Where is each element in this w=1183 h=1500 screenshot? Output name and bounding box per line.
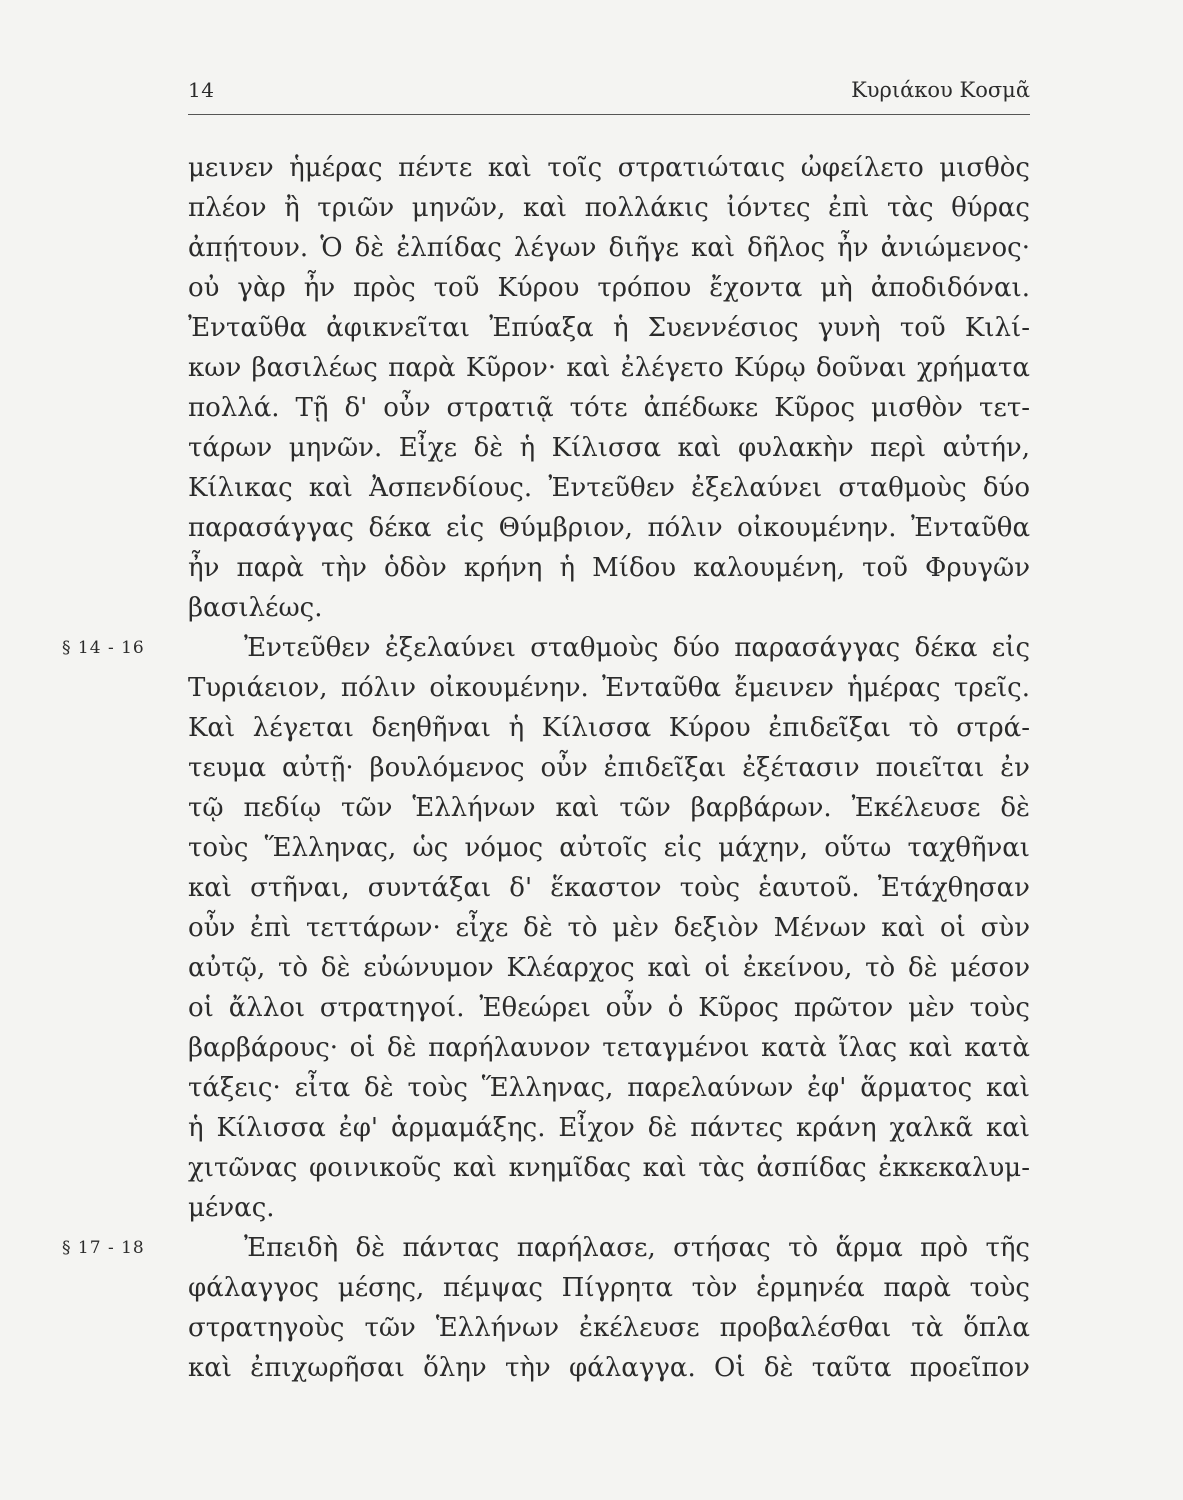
text-line [188,668,1030,708]
text-line-content: τῷ πεδίῳ τῶν Ἑλλήνων καὶ τῶν βαρβάρων. Ἐκέλευσε δὲ [188,793,1030,823]
text-line [188,1148,1030,1188]
text-line [62,1228,1030,1268]
text-line-content: καὶ στῆναι, συντάξαι δ' ἕκαστον τοὺς ἑαυτοῦ. Ἐτάχθησαν [188,873,1030,903]
text-line-content: μεινεν ἡμέρας πέντε καὶ τοῖς στρατιώταις ὠφείλετο μισθὸς [188,153,1030,183]
text-line [188,708,1030,748]
text-line-content: Ἐνταῦθα ἀφικνεῖται Ἐπύαξα ἡ Συεννέσιος γυνὴ τοῦ Κιλί- [188,313,1030,343]
text-line [188,508,1030,548]
text-line [188,148,1030,188]
text-line-content: οἱ ἄλλοι στρατηγοί. Ἐθεώρει οὖν ὁ Κῦρος πρῶτον μὲν τοὺς [188,993,1030,1023]
text-line [188,588,1030,628]
text-line [188,1108,1030,1148]
text-line [188,948,1030,988]
text-line [188,828,1030,868]
text-line [188,1268,1030,1308]
text-line-content: μένας. [188,1193,275,1223]
text-line [188,788,1030,828]
text-line-content: παρασάγγας δέκα εἰς Θύμβριον, πόλιν οἰκουμένην. Ἐνταῦθα [188,513,1030,543]
text-line-content: βασιλέως. [188,593,323,623]
running-head: Κυριάκου Κοσμᾶ [851,78,1030,102]
margin-section-ref: § 17 - 18 [62,1238,145,1258]
text-line-content: Τυριάειον, πόλιν οἰκουμένην. Ἐνταῦθα ἔμεινεν ἡμέρας τρεῖς. [188,673,1030,703]
text-line-content: οὖν ἐπὶ τεττάρων· εἶχε δὲ τὸ μὲν δεξιὸν Μένων καὶ οἱ σὺν [188,913,1030,943]
text-line [188,428,1030,468]
text-line [188,308,1030,348]
text-line-content: Ἐπειδὴ δὲ πάντας παρήλασε, στήσας τὸ ἅρμα πρὸ τῆς [244,1233,1030,1263]
text-line [188,348,1030,388]
text-line-content: Καὶ λέγεται δεηθῆναι ἡ Κίλισσα Κύρου ἐπιδεῖξαι τὸ στρά- [188,713,1030,743]
text-line-content: Κίλικας καὶ Ἀσπενδίους. Ἐντεῦθεν ἐξελαύνει σταθμοὺς δύο [188,473,1030,503]
text-line-content: ἦν παρὰ τὴν ὁδὸν κρήνη ἡ Μίδου καλουμένη, τοῦ Φρυγῶν [188,553,1030,583]
page-number: 14 [188,78,215,102]
text-line-content: τάρων μηνῶν. Εἶχε δὲ ἡ Κίλισσα καὶ φυλακὴν περὶ αὐτήν, [188,433,1030,463]
text-line [188,1188,1030,1228]
text-line [188,388,1030,428]
text-line [188,188,1030,228]
text-line [188,548,1030,588]
text-line-content: αὐτῷ, τὸ δὲ εὐώνυμον Κλέαρχος καὶ οἱ ἐκείνου, τὸ δὲ μέσον [188,953,1030,983]
text-line [188,748,1030,788]
text-line [188,908,1030,948]
header-rule [188,114,1030,115]
body-text [62,148,1030,1388]
text-line-content: φάλαγγος μέσης, πέμψας Πίγρητα τὸν ἑρμηνέα παρὰ τοὺς [188,1273,1030,1303]
text-line [188,1308,1030,1348]
text-line-content: στρατηγοὺς τῶν Ἑλλήνων ἐκέλευσε προβαλέσθαι τὰ ὅπλα [188,1313,1030,1343]
text-line [188,468,1030,508]
margin-section-ref: § 14 - 16 [62,638,145,658]
text-line [188,988,1030,1028]
text-line-content: πολλά. Τῇ δ' οὖν στρατιᾷ τότε ἀπέδωκε Κῦρος μισθὸν τετ- [188,393,1030,423]
text-line-content: τευμα αὐτῇ· βουλόμενος οὖν ἐπιδεῖξαι ἐξέτασιν ποιεῖται ἐν [188,753,1030,783]
text-line-content: οὐ γὰρ ἦν πρὸς τοῦ Κύρου τρόπου ἔχοντα μὴ ἀποδιδόναι. [188,273,1030,303]
page-header [188,78,1030,112]
text-line [188,1348,1030,1388]
text-line [188,228,1030,268]
text-line [188,268,1030,308]
text-line-content: τάξεις· εἶτα δὲ τοὺς Ἕλληνας, παρελαύνων ἐφ' ἅρματος καὶ [188,1073,1030,1103]
text-line-content: καὶ ἐπιχωρῆσαι ὅλην τὴν φάλαγγα. Οἱ δὲ ταῦτα προεῖπον [188,1353,1030,1383]
text-line [188,868,1030,908]
text-line-content: ἡ Κίλισσα ἐφ' ἁρμαμάξης. Εἶχον δὲ πάντες κράνη χαλκᾶ καὶ [188,1113,1030,1143]
text-line-content: ἀπῄτουν. Ὁ δὲ ἐλπίδας λέγων διῆγε καὶ δῆλος ἦν ἀνιώμενος· [188,233,1030,263]
text-line-content: τοὺς Ἕλληνας, ὡς νόμος αὐτοῖς εἰς μάχην, οὕτω ταχθῆναι [188,833,1030,863]
text-line [188,1068,1030,1108]
text-line-content: βαρβάρους· οἱ δὲ παρήλαυνον τεταγμένοι κατὰ ἴλας καὶ κατὰ [188,1033,1030,1063]
text-line-content: κων βασιλέως παρὰ Κῦρον· καὶ ἐλέγετο Κύρῳ δοῦναι χρήματα [188,353,1030,383]
text-line [62,628,1030,668]
text-line-content: Ἐντεῦθεν ἐξελαύνει σταθμοὺς δύο παρασάγγας δέκα εἰς [244,633,1030,663]
text-line-content: χιτῶνας φοινικοῦς καὶ κνημῖδας καὶ τὰς ἀσπίδας ἐκκεκαλυμ- [188,1153,1030,1183]
text-line-content: πλέον ἢ τριῶν μηνῶν, καὶ πολλάκις ἰόντες ἐπὶ τὰς θύρας [188,193,1030,223]
text-line [188,1028,1030,1068]
